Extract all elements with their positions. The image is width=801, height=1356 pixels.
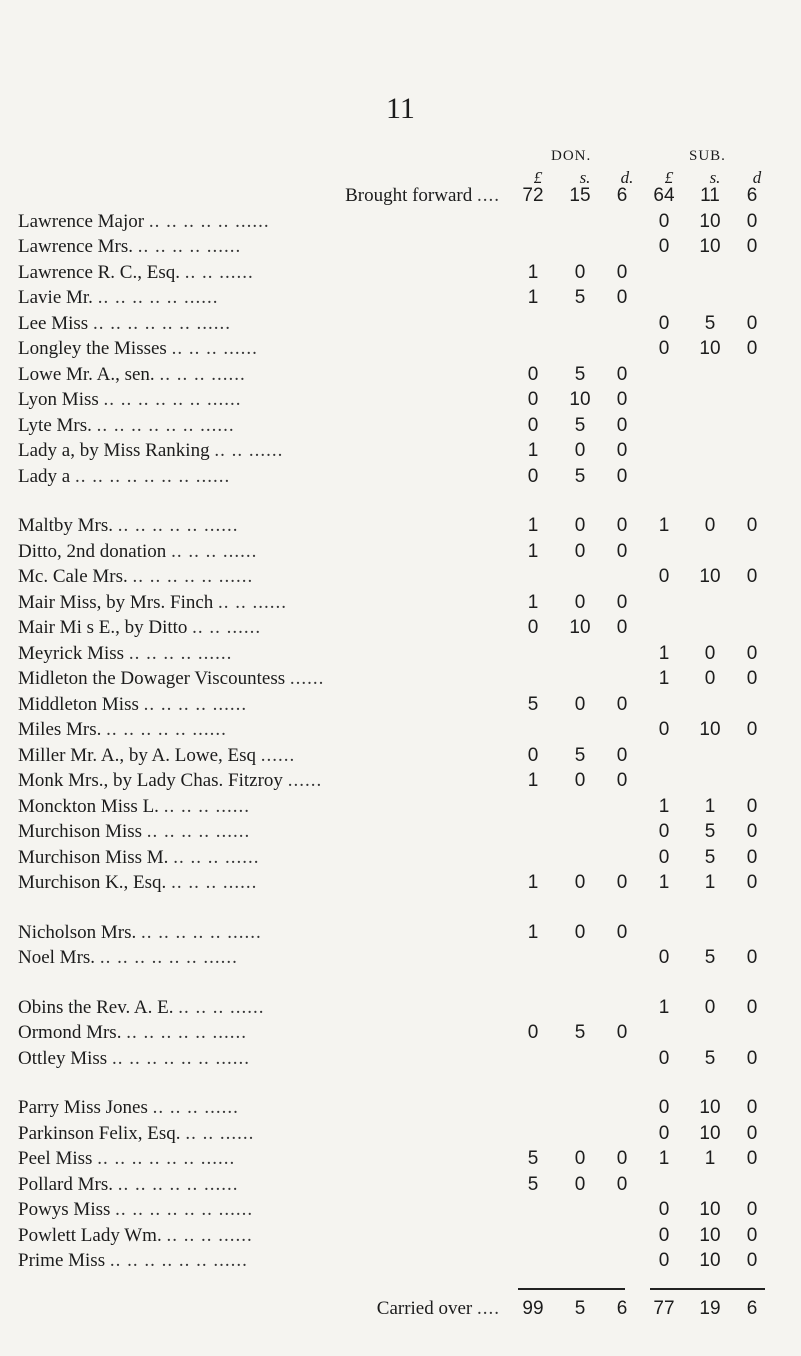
ledger-entry-amount: 1 [658,515,670,536]
ledger-entry-amount: 0 [616,693,628,715]
ledger-entry-amount: 0 [574,693,586,715]
ledger-entry-amount: 1 [704,872,716,893]
ledger-entry-name [18,515,488,537]
ledger-entry-name [18,211,488,233]
ledger-entry-name [18,1250,488,1272]
ledger-entry-amount: 5 [574,744,586,766]
ledger-entry-name [18,847,488,869]
ledger-entry-label: Ditto, 2nd donation [18,540,167,562]
leader-dots: .. .. ...... [214,440,284,461]
ledger-entry-amount: 5 [574,287,586,308]
carried-over-amount: 77 [653,1297,675,1319]
ledger-entry-amount: 0 [746,821,758,842]
ledger-entry-name [18,338,488,360]
ledger-entry-amount: 0 [574,540,586,562]
leader-dots: .. .. .. .. .. .. ...... [92,312,231,334]
ledger-entry-amount: 1 [658,1148,670,1169]
brought-forward-name [0,185,500,207]
ledger-entry-amount: 5 [527,1173,539,1195]
ledger-entry-label: Monk Mrs., by Lady Chas. Fitzroy [18,770,283,791]
ledger-entry-label: Lawrence R. C., Esq. [18,261,180,283]
ledger-entry-amount: 1 [704,795,716,817]
ledger-entry-label: Parry Miss Jones [18,1097,148,1118]
ledger-entry-name [18,440,488,462]
ledger-entry-label: Powys Miss [18,1199,111,1220]
ledger-entry-amount: 1 [658,795,670,817]
ledger-entry-amount: 0 [574,921,586,943]
ledger-entry-amount: 10 [699,1250,721,1271]
ledger-entry-label: Peel Miss [18,1148,93,1169]
ledger-entry-amount: 1 [658,668,670,689]
ledger-entry-label: Obins the Rev. A. E. [18,996,174,1018]
ledger-entry-amount: 10 [699,1224,721,1246]
leader-dots: .. .. .. ...... [171,540,258,562]
ledger-entry-amount: 1 [527,287,539,308]
ledger-entry-label: Meyrick Miss [18,642,125,664]
leader-dots: ...... [287,770,323,791]
ledger-entry-amount: 0 [746,719,758,740]
ledger-entry-name [18,719,488,741]
ledger-entry-label: Pollard Mrs. [18,1173,113,1195]
ledger-entry-amount: 10 [699,1097,721,1118]
leader-dots: .. .. .. ...... [152,1097,239,1118]
ledger-entry-amount: 1 [658,642,670,664]
currency-header: s. [579,168,591,187]
leader-dots: .. .. .. .. .. .. ...... [97,1148,236,1169]
ledger-entry-label: Miles Mrs. [18,719,102,740]
ledger-entry-amount: 1 [527,440,539,461]
ledger-entry-amount: 0 [658,312,670,334]
currency-header: s. [709,168,721,187]
ledger-entry-amount: 0 [704,996,716,1018]
ledger-entry-amount: 10 [569,389,591,410]
ledger-entry-amount: 1 [527,515,539,536]
ledger-entry-amount: 10 [699,236,721,257]
leader-dots: .. .. ...... [184,261,254,283]
brought-forward-amount: 64 [653,185,675,206]
leader-dots: .. .. ...... [218,591,288,613]
carried-over-amount: 19 [699,1297,721,1319]
ledger-entry-amount: 0 [746,210,758,232]
brought-forward-label: Brought forward [345,185,473,206]
ledger-entry-amount: 0 [616,440,628,461]
ledger-entry-name [18,262,488,284]
ledger-entry-label: Miller Mr. A., by A. Lowe, Esq [18,744,257,766]
total-rule [518,1288,625,1290]
ledger-entry-name [18,668,488,690]
leader-dots: .. .. .. .. .. ...... [97,287,219,308]
currency-header: d. [620,168,634,187]
ledger-entry-amount: 10 [699,1199,721,1220]
ledger-entry-amount: 0 [658,1199,670,1220]
leader-dots: .. .. .. .. .. .. ...... [99,947,238,968]
ledger-entry-label: Lowe Mr. A., sen. [18,363,155,385]
leader-dots: .. .. .. ...... [163,795,250,817]
leader-dots: .. .. .. .. ...... [143,693,248,715]
ledger-entry-label: Maltby Mrs. [18,515,113,536]
ledger-entry-label: Murchison Miss M. [18,846,169,868]
ledger-entry-name [18,236,488,258]
ledger-entry-amount: 0 [616,540,628,562]
leader-dots: .. .. .. .. .. ...... [117,1173,239,1195]
ledger-entry-amount: 5 [704,821,716,842]
ledger-entry-amount: 0 [746,947,758,968]
ledger-entry-amount: 0 [616,389,628,410]
leader-dots: .. .. .. .. .. ...... [148,210,270,232]
ledger-entry-amount: 10 [699,719,721,740]
ledger-entry-amount: 0 [746,1122,758,1144]
ledger-entry-amount: 0 [746,642,758,664]
ledger-entry-label: Monckton Miss L. [18,795,159,817]
ledger-entry-name [18,617,488,639]
leader-dots: .. .. .. .. ...... [128,642,233,664]
ledger-entry-amount: 0 [616,1148,628,1169]
leader-dots: .. .. .. .. .. .. .. ...... [74,465,231,487]
ledger-entry-label: Lee Miss [18,312,89,334]
ledger-entry-name [18,694,488,716]
leader-dots: .. .. .. .. .. .. ...... [109,1250,248,1271]
ledger-entry-name [18,287,488,309]
ledger-entry-label: Mair Mi s E., by Ditto [18,617,188,638]
leader-dots: .. .. ...... [192,617,262,638]
leader-dots: .. .. .. .. ...... [146,821,251,842]
ledger-entry-amount: 0 [746,996,758,1018]
ledger-entry-name [18,745,488,767]
ledger-entry-amount: 0 [746,566,758,587]
ledger-entry-label: Prime Miss [18,1250,106,1271]
leader-dots: .. .. .. .. .. .. ...... [115,1199,254,1220]
ledger-entry-amount: 5 [527,693,539,715]
ledger-entry-label: Lady a, by Miss Ranking [18,440,210,461]
ledger-entry-amount: 0 [616,287,628,308]
carried-over-amount: 6 [616,1297,628,1319]
leader-dots: .. .. .. ...... [159,363,246,385]
leader-dots: .. .. .. .. .. ...... [106,719,227,740]
ledger-entry-name [18,1123,488,1145]
ledger-entry-amount: 0 [616,515,628,536]
ledger-entry-name [18,1225,488,1247]
ledger-entry-label: Mc. Cale Mrs. [18,566,128,587]
ledger-entry-label: Lawrence Mrs. [18,236,134,257]
ledger-entry-amount: 0 [616,872,628,893]
ledger-entry-label: Nicholson Mrs. [18,921,137,943]
ledger-entry-amount: 0 [746,338,758,359]
leader-dots: .. .. .. .. .. ...... [140,921,262,943]
ledger-entry-name [18,997,488,1019]
brought-forward-amount: 6 [616,185,628,206]
subscription-column-header: SUB. [689,148,726,164]
ledger-entry-amount: 0 [658,338,670,359]
ledger-entry-name [18,796,488,818]
ledger-entry-label: Ormond Mrs. [18,1022,122,1043]
ledger-entry-amount: 0 [527,389,539,410]
ledger-entry-amount: 0 [616,617,628,638]
ledger-entry-amount: 0 [574,515,586,536]
ledger-entry-amount: 0 [658,1224,670,1246]
leader-dots: .. .. .. .. .. ...... [126,1022,247,1043]
ledger-entry-amount: 0 [658,846,670,868]
ledger-entry-name [18,770,488,792]
ledger-entry-amount: 0 [704,668,716,689]
ledger-entry-amount: 0 [746,1047,758,1069]
ledger-entry-amount: 0 [616,465,628,487]
ledger-entry-amount: 1 [527,770,539,791]
ledger-entry-amount: 0 [658,566,670,587]
ledger-entry-amount: 0 [746,1224,758,1246]
leader-dots: ...... [260,744,296,766]
ledger-entry-amount: 10 [699,338,721,359]
ledger-entry-amount: 10 [569,617,591,638]
ledger-entry-name [18,313,488,335]
ledger-entry-amount: 0 [616,1173,628,1195]
ledger-entry-amount: 0 [746,515,758,536]
ledger-entry-amount: 1 [527,540,539,562]
ledger-entry-amount: 0 [704,515,716,536]
ledger-entry-amount: 0 [616,363,628,385]
ledger-entry-label: Lyte Mrs. [18,414,92,436]
ledger-entry-amount: 0 [658,236,670,257]
ledger-entry-label: Lady a [18,465,71,487]
brought-forward-amount: 11 [700,185,720,206]
ledger-entry-amount: 0 [527,414,539,436]
page-number: 11 [386,92,415,125]
ledger-entry-amount: 0 [746,236,758,257]
ledger-entry-amount: 0 [616,770,628,791]
ledger-entry-label: Midleton the Dowager Viscountess [18,668,286,689]
leader-dots: .. .. .. .. .. .. ...... [96,414,235,436]
leader-dots: .. .. ...... [185,1122,255,1144]
ledger-entry-amount: 0 [527,617,539,638]
brought-forward-amount: 72 [522,185,544,206]
ledger-entry-label: Lavie Mr. [18,287,93,308]
ledger-entry-label: Powlett Lady Wm. [18,1224,162,1246]
ledger-entry-amount: 0 [658,719,670,740]
ledger-entry-amount: 5 [527,1148,539,1169]
carried-over-name [0,1298,500,1320]
ledger-entry-label: Lyon Miss [18,389,99,410]
ledger-entry-amount: 1 [527,261,539,283]
leader-dots: .. .. .. .. .. ...... [132,566,254,587]
ledger-entry-name [18,872,488,894]
ledger-entry-amount: 0 [616,414,628,436]
ledger-entry-amount: 0 [746,1250,758,1271]
currency-header: d [752,168,762,187]
ledger-entry-label: Noel Mrs. [18,947,96,968]
ledger-entry-amount: 0 [658,1097,670,1118]
leader-dots: .. .. .. .. .. ...... [117,515,239,536]
ledger-entry-amount: 0 [616,1022,628,1043]
leader-dots: .. .. .. .. .. .. ...... [103,389,242,410]
ledger-entry-name [18,1048,488,1070]
ledger-entry-name [18,1022,488,1044]
ledger-entry-amount: 0 [574,261,586,283]
ledger-entry-amount: 0 [746,872,758,893]
ledger-entry-amount: 10 [699,1122,721,1144]
ledger-entry-amount: 5 [704,312,716,334]
ledger-entry-amount: 5 [574,465,586,487]
ledger-entry-amount: 0 [658,947,670,968]
leader-dots: ...... [289,668,325,689]
ledger-entry-label: Murchison Miss [18,821,143,842]
leader-dots: .. .. .. .. .. .. ...... [111,1047,250,1069]
ledger-entry-label: Mair Miss, by Mrs. Finch [18,591,214,613]
ledger-entry-amount: 0 [658,1122,670,1144]
leader-dots: .... [477,1297,500,1319]
ledger-entry-amount: 1 [527,872,539,893]
ledger-entry-amount: 5 [704,846,716,868]
leader-dots: .. .. .. ...... [166,1224,253,1246]
ledger-entry-name [18,364,488,386]
ledger-entry-amount: 1 [658,872,670,893]
ledger-entry-amount: 0 [746,1199,758,1220]
ledger-entry-amount: 0 [616,591,628,613]
ledger-entry-amount: 5 [574,1022,586,1043]
ledger-entry-name [18,592,488,614]
carried-over-amount: 6 [746,1297,758,1319]
ledger-entry-amount: 1 [527,591,539,613]
brought-forward-amount: 6 [746,185,758,206]
total-rule [650,1288,765,1290]
ledger-entry-amount: 0 [746,312,758,334]
ledger-entry-name [18,1199,488,1221]
ledger-entry-amount: 1 [527,921,539,943]
ledger-entry-name [18,643,488,665]
carried-over-amount: 99 [522,1297,544,1319]
ledger-entry-amount: 0 [574,591,586,613]
ledger-entry-amount: 5 [704,1047,716,1069]
ledger-entry-amount: 0 [746,795,758,817]
leader-dots: .. .. .. ...... [171,338,258,359]
ledger-entry-name [18,947,488,969]
ledger-entry-label: Ottley Miss [18,1047,108,1069]
ledger-entry-label: Longley the Misses [18,338,167,359]
ledger-entry-amount: 1 [704,1148,716,1169]
ledger-entry-amount: 0 [746,1148,758,1169]
ledger-entry-amount: 0 [574,770,586,791]
ledger-entry-amount: 0 [574,872,586,893]
ledger-entry-amount: 0 [527,744,539,766]
ledger-entry-label: Lawrence Major [18,210,145,232]
ledger-entry-label: Murchison K., Esq. [18,872,167,893]
ledger-entry-amount: 0 [658,821,670,842]
ledger-entry-amount: 0 [658,1250,670,1271]
ledger-entry-name [18,1174,488,1196]
ledger-entry-name [18,1148,488,1170]
ledger-entry-label: Parkinson Felix, Esq. [18,1122,181,1144]
carried-over-amount: 5 [574,1297,586,1319]
leader-dots: .. .. .. ...... [171,872,258,893]
ledger-entry-amount: 10 [699,566,721,587]
leader-dots: .. .. .. ...... [178,996,265,1018]
currency-header: £ [664,168,674,187]
ledger-entry-name [18,541,488,563]
ledger-entry-amount: 0 [746,846,758,868]
ledger-entry-amount: 0 [616,744,628,766]
ledger-entry-amount: 5 [704,947,716,968]
ledger-entry-amount: 0 [574,440,586,461]
ledger-entry-name [18,821,488,843]
ledger-entry-name [18,922,488,944]
ledger-entry-name [18,566,488,588]
ledger-entry-name [18,389,488,411]
ledger-entry-amount: 0 [658,210,670,232]
ledger-entry-amount: 0 [574,1173,586,1195]
ledger-entry-amount: 5 [574,363,586,385]
ledger-entry-amount: 10 [699,210,721,232]
ledger-entry-amount: 0 [616,261,628,283]
ledger-entry-amount: 0 [527,363,539,385]
ledger-entry-amount: 1 [658,996,670,1018]
carried-over-label: Carried over [376,1297,473,1319]
ledger-entry-amount: 0 [746,1097,758,1118]
ledger-entry-amount: 0 [704,642,716,664]
ledger-entry-label: Middleton Miss [18,693,139,715]
ledger-entry-amount: 0 [574,1148,586,1169]
donation-column-header: DON. [551,148,592,164]
ledger-entry-amount: 0 [658,1047,670,1069]
ledger-entry-name [18,1097,488,1119]
ledger-entry-amount: 0 [527,465,539,487]
leader-dots: .. .. .. .. ...... [137,236,242,257]
leader-dots: .. .. .. ...... [173,846,260,868]
ledger-entry-amount: 0 [616,921,628,943]
ledger-entry-amount: 0 [746,668,758,689]
brought-forward-amount: 15 [569,185,591,206]
currency-header: £ [533,168,543,187]
ledger-entry-amount: 0 [527,1022,539,1043]
leader-dots: .... [477,185,500,206]
ledger-entry-name [18,466,488,488]
ledger-entry-name [18,415,488,437]
ledger-entry-amount: 5 [574,414,586,436]
